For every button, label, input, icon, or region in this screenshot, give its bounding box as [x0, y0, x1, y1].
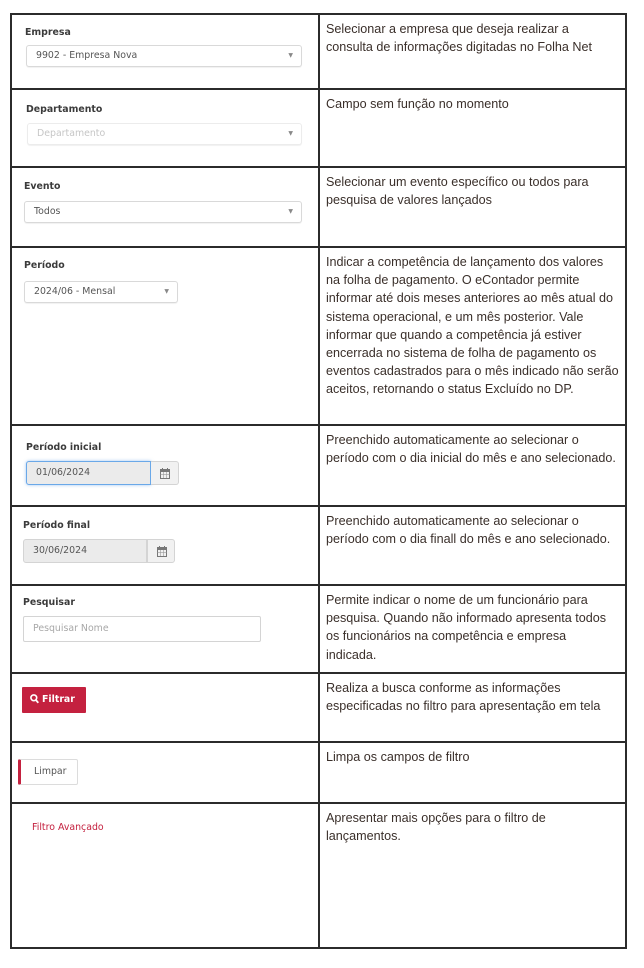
table-row: [11, 506, 626, 585]
filtrar-button-label: Filtrar: [42, 694, 75, 705]
field-cell: [11, 425, 319, 506]
field-cell: [11, 742, 319, 803]
pesquisar-input[interactable]: Pesquisar Nome: [23, 616, 261, 642]
periodo-select-value: 2024/06 - Mensal: [34, 286, 116, 297]
field-cell: [11, 14, 319, 89]
description-cell: Preenchido automaticamente ao selecionar o período com o dia finall do mês e ano selecionado.: [319, 506, 626, 585]
search-icon: [30, 694, 39, 704]
calendar-icon: [160, 468, 170, 479]
field-cell: [11, 247, 319, 425]
departamento-select[interactable]: [27, 123, 302, 145]
field-cell: [11, 506, 319, 585]
periodo-select[interactable]: [24, 281, 178, 303]
table-row: [11, 247, 626, 425]
calendar-icon: [157, 546, 167, 557]
limpar-button[interactable]: Limpar: [18, 759, 78, 785]
description-cell: Selecionar a empresa que deseja realizar a consulta de informações digitadas no Folha Net: [319, 14, 626, 89]
chevron-down-icon: ▼: [288, 208, 293, 215]
description-cell: Permite indicar o nome de um funcionário para pesquisa. Quando não informado apresenta todos os funcionários na competência e empresa indicada.: [319, 585, 626, 673]
filtrar-button[interactable]: [22, 687, 86, 713]
empresa-select[interactable]: [26, 45, 302, 67]
chevron-down-icon: ▼: [288, 130, 293, 137]
periodo-final-calendar-button[interactable]: [147, 539, 175, 563]
periodo-final-input[interactable]: 30/06/2024: [23, 539, 147, 563]
periodo-inicial-calendar-button[interactable]: [151, 461, 179, 485]
table-row: [11, 673, 626, 742]
table-row: [11, 14, 626, 89]
periodo-inicial-label: Período inicial: [26, 442, 102, 453]
field-cell: [11, 167, 319, 247]
evento-select[interactable]: [24, 201, 302, 223]
table-row: [11, 803, 626, 948]
periodo-label: Período: [24, 260, 65, 271]
table-row: [11, 742, 626, 803]
departamento-select-placeholder: Departamento: [37, 128, 106, 139]
departamento-label: Departamento: [26, 104, 103, 115]
description-cell: Indicar a competência de lançamento dos valores na folha de pagamento. O eContador permite informar até dois meses anteriores ao mês atual do sistema operacional, e um mês posterior. Vale informar que quando a competência já estiver encerrada no sistema de folha de pagamento os eventos cadastrados para o mês indicado não serão aceitos, retornando o status Excluído no DP.: [319, 247, 626, 425]
description-cell: Limpa os campos de filtro: [319, 742, 626, 803]
description-cell: Apresentar mais opções para o filtro de lançamentos.: [319, 803, 626, 948]
field-cell: [11, 673, 319, 742]
evento-select-value: Todos: [34, 206, 61, 217]
table-row: [11, 167, 626, 247]
description-cell: Campo sem função no momento: [319, 89, 626, 167]
description-cell: Preenchido automaticamente ao selecionar o período com o dia inicial do mês e ano selecionado.: [319, 425, 626, 506]
periodo-inicial-input[interactable]: 01/06/2024: [26, 461, 151, 485]
empresa-label: Empresa: [25, 27, 71, 38]
field-cell: [11, 89, 319, 167]
empresa-select-value: 9902 - Empresa Nova: [36, 50, 138, 61]
field-cell: [11, 585, 319, 673]
chevron-down-icon: ▼: [164, 288, 169, 295]
description-cell: Realiza a busca conforme as informações especificadas no filtro para apresentação em tela: [319, 673, 626, 742]
filtro-avancado-link[interactable]: Filtro Avançado: [32, 822, 104, 833]
documentation-table: [10, 13, 627, 949]
field-cell: [11, 803, 319, 948]
chevron-down-icon: ▼: [288, 52, 293, 59]
description-cell: Selecionar um evento específico ou todos para pesquisa de valores lançados: [319, 167, 626, 247]
pesquisar-label: Pesquisar: [23, 597, 75, 608]
table-row: [11, 425, 626, 506]
evento-label: Evento: [24, 181, 61, 192]
table-row: [11, 89, 626, 167]
periodo-final-label: Período final: [23, 520, 91, 531]
table-row: [11, 585, 626, 673]
